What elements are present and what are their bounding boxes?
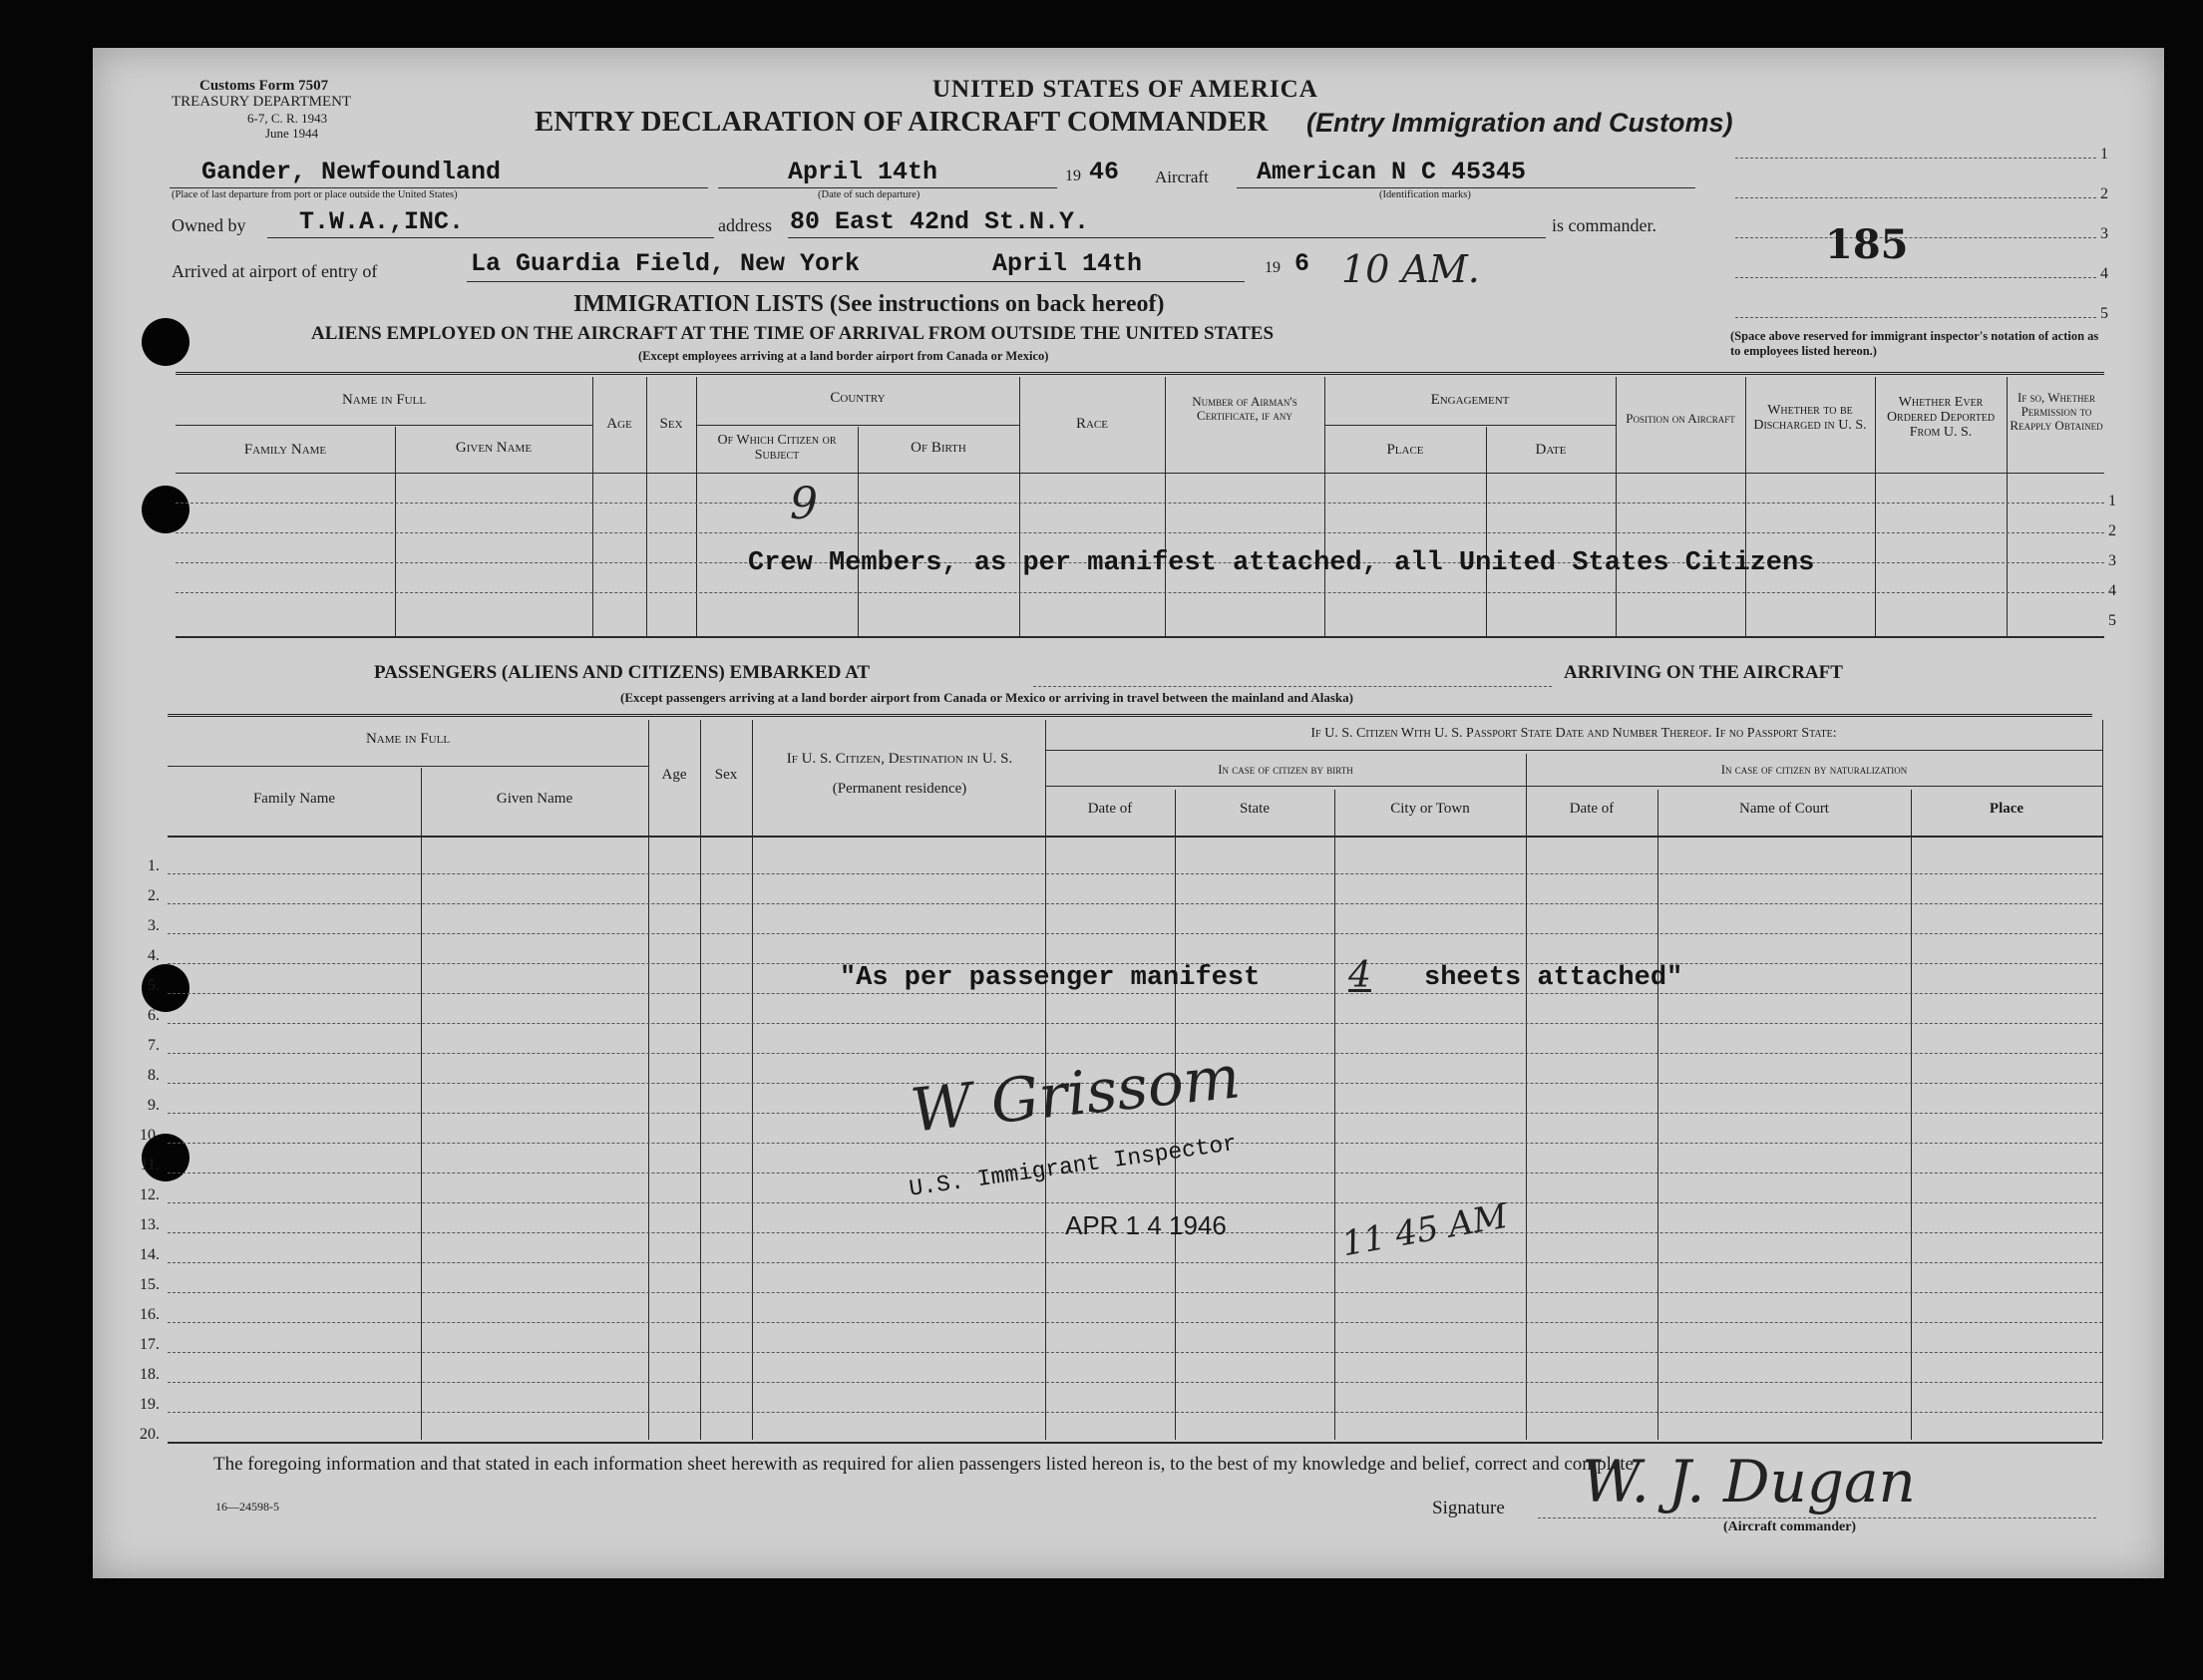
pax-row-7: 7.: [148, 1037, 160, 1054]
aircraft-id: American N C 45345: [1257, 158, 1527, 186]
imm-header-certificate: Number of Airman's Certificate, if any: [1192, 394, 1297, 423]
pax-header-sex: Sex: [714, 767, 738, 783]
pax-row-5: 5.: [148, 977, 160, 994]
pax-row-13: 13.: [140, 1216, 160, 1233]
form-title: ENTRY DECLARATION OF AIRCRAFT COMMANDER: [535, 106, 1269, 138]
imm-header-deported: Whether Ever Ordered Deported From U. S.: [1886, 395, 1996, 440]
imm-header-place: Place: [1386, 442, 1424, 458]
passengers-note: (Except passengers arriving at a land border airport from Canada or Mexico or arriving in travel between the mainland and Alaska): [620, 690, 1353, 705]
pax-header-court: Name of Court: [1739, 801, 1829, 817]
pax-header-by-birth: In case of citizen by birth: [1218, 762, 1353, 777]
immigration-title: IMMIGRATION LISTS (See instructions on back hereof): [573, 291, 1165, 317]
certification-statement: The foregoing information and that stated in each information sheet herewith as required for alien passengers listed hereon is, to the best of my knowledge and belief, correct and complete.: [213, 1454, 1639, 1475]
departure-year: 46: [1089, 158, 1120, 186]
pax-header-date-of-2: Date of: [1569, 801, 1615, 817]
reserved-line-2: 2: [2100, 185, 2108, 202]
commander-label: is commander.: [1552, 215, 1656, 235]
imm-header-country: Country: [830, 390, 886, 406]
departure-date-label: (Date of such departure): [818, 189, 920, 200]
arrival-year: 6: [1294, 249, 1310, 278]
pax-row-3: 3.: [148, 917, 160, 934]
pax-header-date-of: Date of: [1087, 801, 1133, 817]
imm-header-race: Race: [1075, 416, 1108, 432]
arrival-date: April 14th: [992, 249, 1143, 278]
imm-header-birth: Of Birth: [911, 440, 966, 456]
pax-header-name: Name in Full: [365, 731, 451, 747]
reserved-line-1: 1: [2100, 146, 2108, 163]
stamp-number: 185: [1825, 221, 1909, 268]
imm-header-date: Date: [1535, 442, 1567, 458]
passengers-arriving: ARRIVING ON THE AIRCRAFT: [1564, 662, 1843, 683]
pax-header-family: Family Name: [252, 791, 336, 807]
form-date: June 1944: [265, 126, 319, 141]
pax-row-4: 4.: [148, 947, 160, 964]
imm-header-given: Given Name: [455, 440, 533, 456]
date-stamp: APR 1 4 1946: [1065, 1210, 1227, 1240]
pax-row-20: 20.: [140, 1426, 160, 1443]
pax-header-destination: If U. S. Citizen, Destination in U. S.: [786, 751, 1013, 767]
imm-row-3: 3: [2108, 552, 2116, 569]
form-number: Customs Form 7507: [199, 78, 329, 94]
aircraft-id-label: (Identification marks): [1379, 189, 1471, 200]
pax-row-14: 14.: [140, 1246, 160, 1263]
departure-year-prefix: 19: [1065, 168, 1081, 184]
pax-row-9: 9.: [148, 1097, 160, 1114]
reserved-line-4: 4: [2100, 265, 2108, 282]
address-label: address: [718, 215, 772, 235]
pax-row-6: 6.: [148, 1007, 160, 1024]
imm-header-position: Position on Aircraft: [1626, 411, 1735, 426]
department: TREASURY DEPARTMENT: [172, 94, 352, 110]
aircraft-label: Aircraft: [1155, 168, 1209, 186]
pax-row-12: 12.: [140, 1186, 160, 1203]
immigration-subtitle: ALIENS EMPLOYED ON THE AIRCRAFT AT THE TIME OF ARRIVAL FROM OUTSIDE THE UNITED STATES: [311, 323, 1275, 344]
imm-header-discharged: Whether to be Discharged in U. S.: [1753, 403, 1867, 433]
manifest-note-prefix: "As per passenger manifest: [840, 963, 1261, 993]
punch-hole-2: [142, 486, 189, 533]
imm-header-citizen: Of Which Citizen or Subject: [717, 433, 837, 463]
stamp-time-note: 11 45 AM: [1338, 1195, 1511, 1265]
inspector-signature: W Grissom: [908, 1042, 1244, 1147]
imm-row-4: 4: [2108, 582, 2116, 599]
inspector-stamp: U.S. Immigrant Inspector: [908, 1130, 1239, 1202]
aircraft-commander-label: (Aircraft commander): [1723, 1519, 1857, 1534]
pax-row-8: 8.: [148, 1067, 160, 1084]
print-code: 16—24598-5: [215, 1500, 279, 1513]
form-subtitle: (Entry Immigration and Customs): [1306, 108, 1733, 138]
arrival-year-prefix: 19: [1265, 259, 1281, 276]
departure-place-label: (Place of last departure from port or place outside the United States): [172, 189, 458, 200]
country-heading: UNITED STATES OF AMERICA: [932, 76, 1318, 103]
manifest-note-suffix: sheets attached": [1424, 963, 1683, 993]
pax-row-19: 19.: [140, 1396, 160, 1413]
owner-address: 80 East 42nd St.N.Y.: [790, 207, 1090, 236]
imm-header-sex: Sex: [659, 416, 683, 432]
passengers-title: PASSENGERS (ALIENS AND CITIZENS) EMBARKED AT: [374, 662, 871, 683]
departure-place: Gander, Newfoundland: [201, 158, 502, 186]
pax-header-by-naturalization: In case of citizen by naturalization: [1720, 762, 1908, 777]
pax-row-18: 18.: [140, 1366, 160, 1383]
imm-row-2: 2: [2108, 522, 2116, 539]
immigration-note: (Except employees arriving at a land border airport from Canada or Mexico): [638, 349, 1049, 363]
reserved-line-5: 5: [2100, 305, 2108, 322]
pax-header-state: State: [1240, 801, 1270, 817]
signature-label: Signature: [1432, 1498, 1505, 1518]
reserved-line-3: 3: [2100, 225, 2108, 242]
owner-name: T.W.A.,INC.: [299, 207, 465, 236]
punch-hole-1: [142, 318, 189, 366]
reserved-note: (Space above reserved for immigrant inspector's notation of action as to employees listed hereon.): [1730, 329, 2099, 358]
imm-header-family: Family Name: [243, 442, 327, 458]
pax-row-16: 16.: [140, 1306, 160, 1323]
pax-row-11: 11.: [140, 1157, 160, 1174]
imm-header-permission: If so, Whether Permission to Reapply Obtained: [2010, 390, 2103, 433]
owned-by-label: Owned by: [172, 215, 246, 235]
arrived-label: Arrived at airport of entry of: [172, 261, 378, 281]
arrival-time-note: 10 AM.: [1341, 247, 1480, 291]
manifest-sheet-count: 4: [1348, 955, 1371, 996]
pax-header-passport: If U. S. Citizen With U. S. Passport State Date and Number Thereof. If no Passport State:: [1310, 726, 1837, 741]
departure-date: April 14th: [788, 158, 938, 186]
pax-row-10: 10.: [140, 1127, 160, 1144]
imm-row-5: 5: [2108, 612, 2116, 629]
pax-header-given: Given Name: [496, 791, 573, 807]
crew-count: 9: [790, 479, 818, 529]
arrival-airport: La Guardia Field, New York: [471, 249, 861, 278]
commander-signature: W. J. Dugan: [1582, 1448, 1916, 1515]
pax-row-15: 15.: [140, 1276, 160, 1293]
crew-text: Crew Members, as per manifest attached, all United States Citizens: [748, 548, 1815, 578]
pax-row-17: 17.: [140, 1336, 160, 1353]
pax-header-place: Place: [1989, 801, 2024, 817]
pax-row-2: 2.: [148, 887, 160, 904]
pax-header-city: City or Town: [1390, 801, 1470, 817]
pax-header-age: Age: [661, 767, 687, 783]
pax-header-permanent: (Permanent residence): [832, 781, 967, 797]
imm-header-name: Name in Full: [341, 392, 427, 408]
pax-row-1: 1.: [148, 857, 160, 874]
imm-header-engagement: Engagement: [1430, 392, 1510, 408]
imm-header-age: Age: [606, 416, 632, 432]
cfr-reference: 6-7, C. R. 1943: [247, 111, 328, 126]
imm-row-1: 1: [2108, 493, 2116, 509]
